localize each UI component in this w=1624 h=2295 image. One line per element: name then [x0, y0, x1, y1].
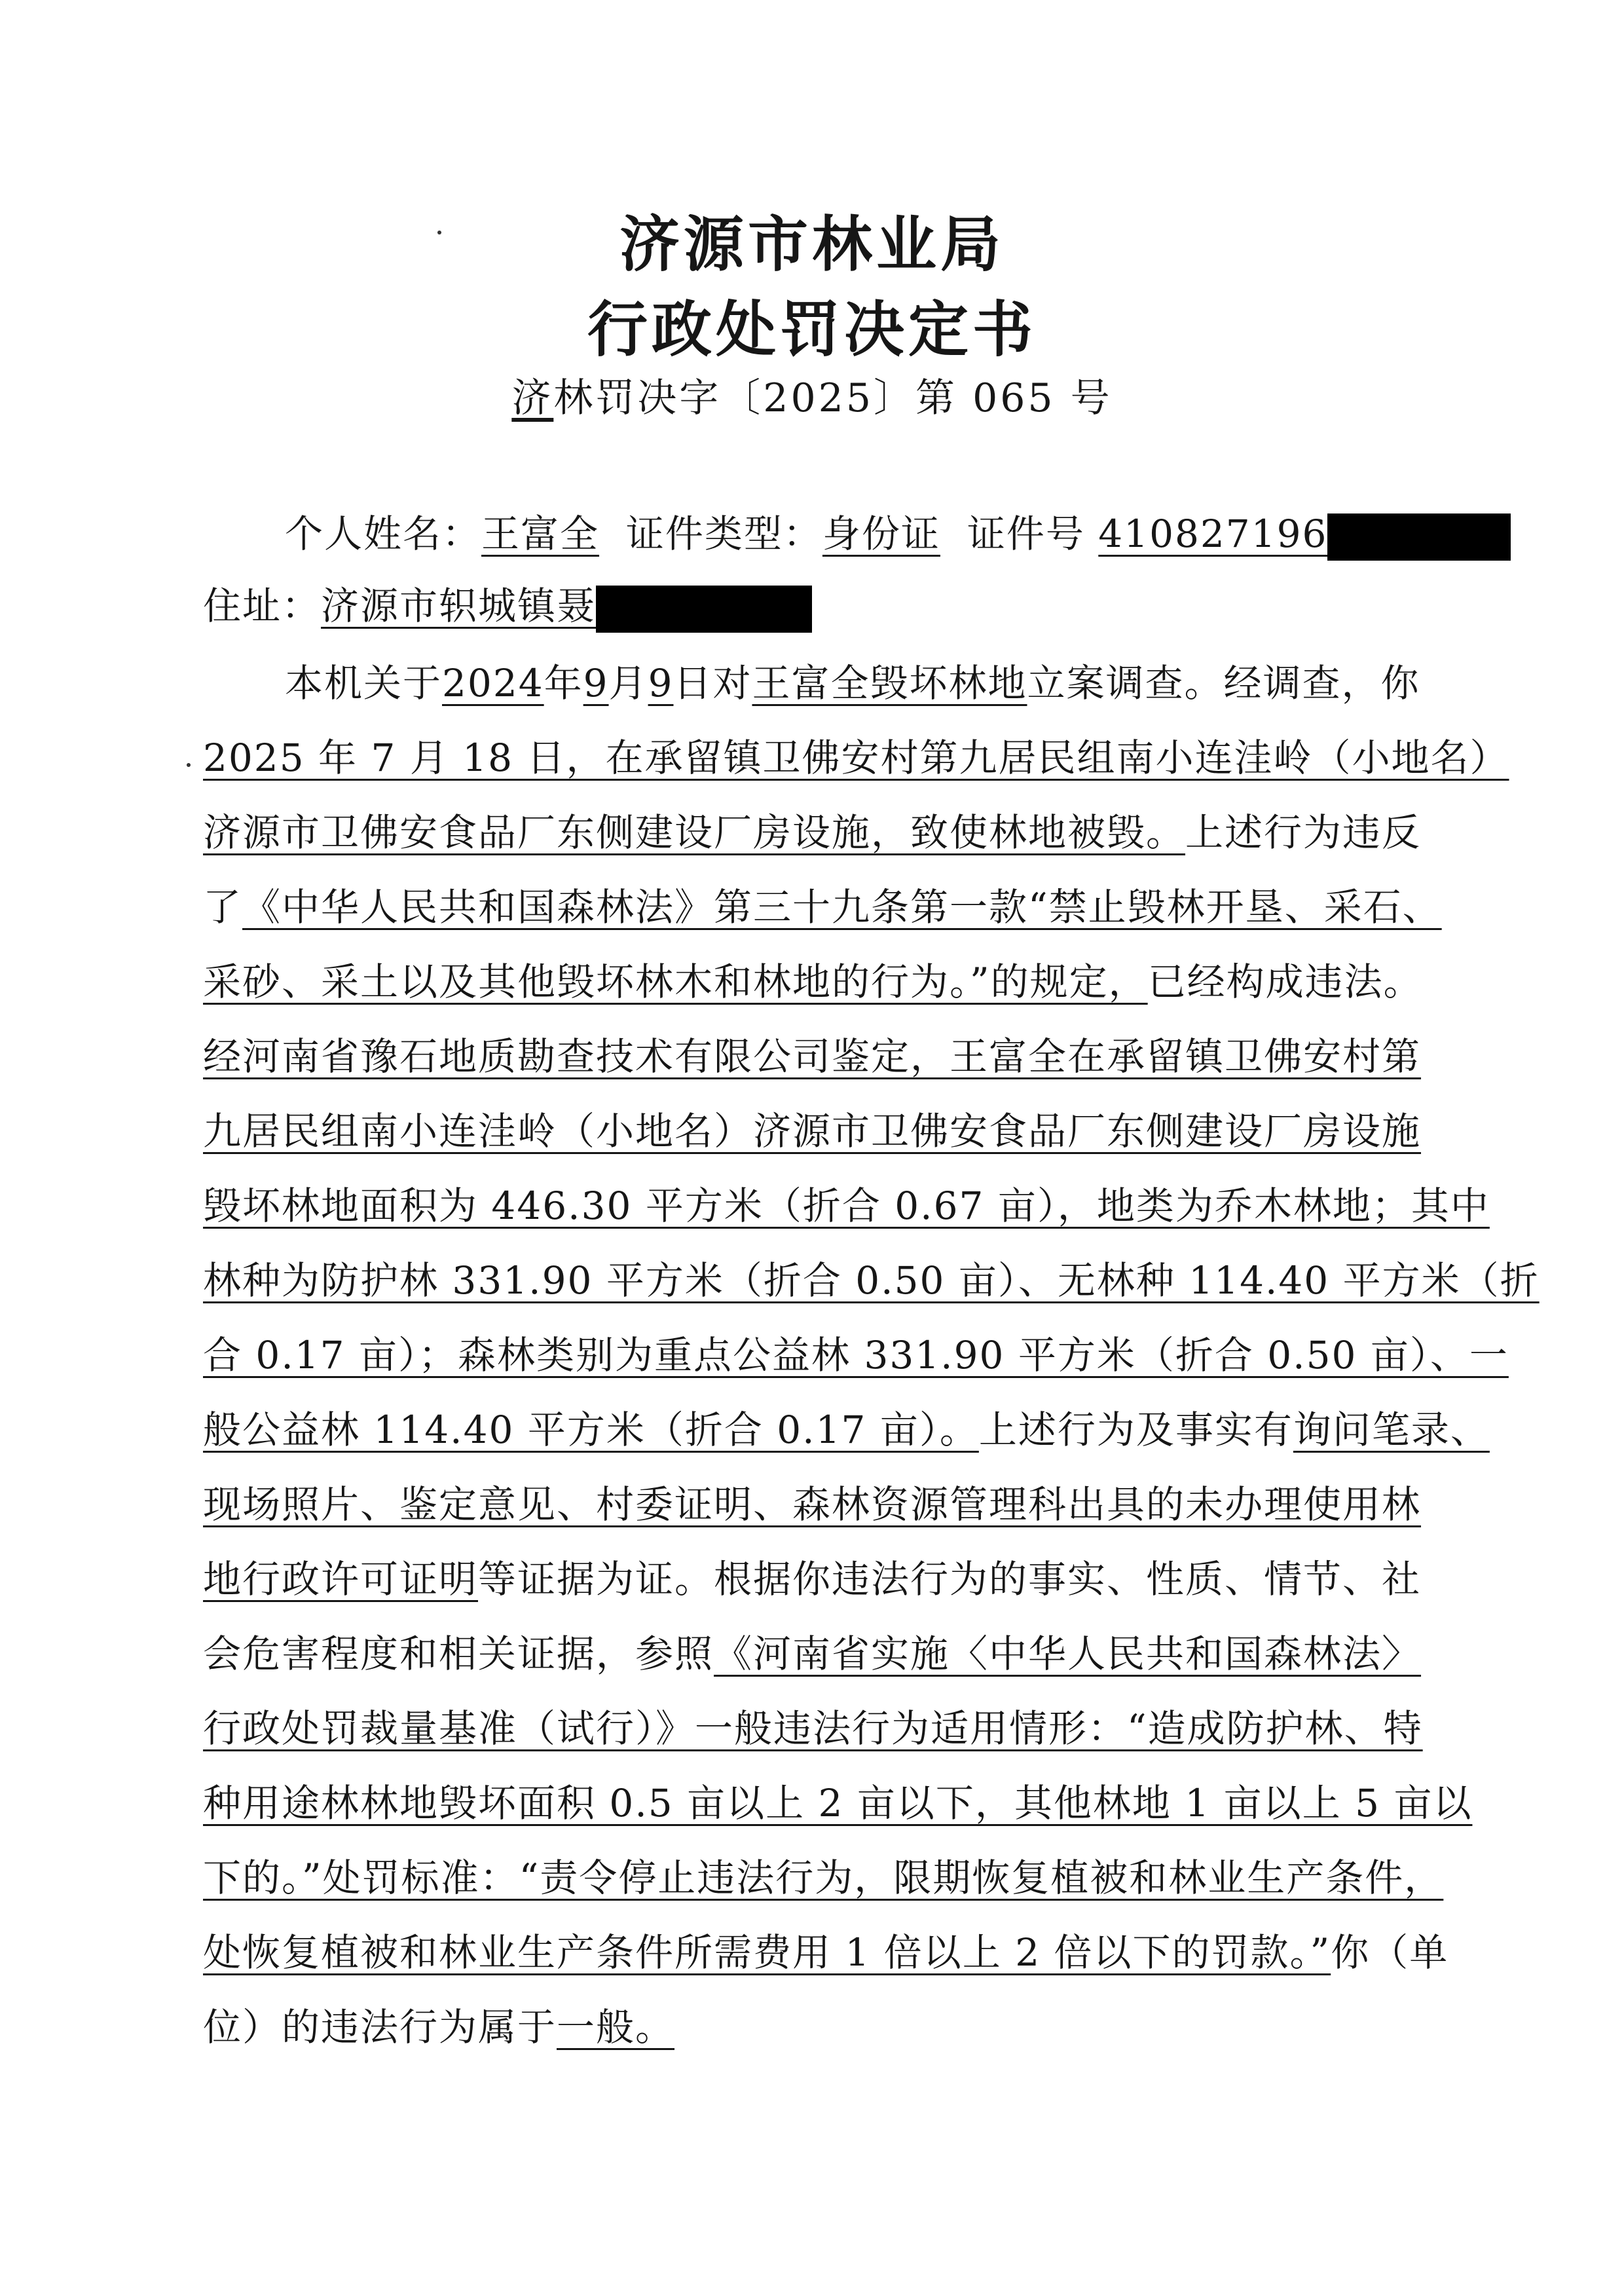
party-line	[285, 508, 1559, 561]
text: 合 0.17 亩）；森林类别为重点公益林 331.90 平方米（折合 0.50 亩）、一	[203, 1333, 1509, 1377]
text: 月	[608, 661, 648, 705]
text: 九居民组南小连洼岭（小地名）济源市卫佛安食品厂东侧建设厂房设施	[203, 1109, 1422, 1153]
text: 行政处罚裁量基准（试行）》一般违法行为适用情形：“造成防护林、特	[203, 1706, 1423, 1751]
text: 般公益林 114.40 平方米（折合 0.17 亩）。	[203, 1408, 979, 1452]
body-line-16	[203, 1777, 1477, 1829]
id-type-value: 身份证	[822, 512, 940, 556]
document-number	[0, 367, 1624, 423]
text: 位）的违法行为属于	[203, 2005, 557, 2049]
text: 日对	[673, 661, 752, 705]
body-line-17	[203, 1852, 1477, 1904]
case-subject: 王富全毁坏林地	[752, 661, 1027, 705]
text: 你（单	[1331, 1930, 1449, 1975]
text: 本机关于	[285, 661, 443, 705]
scan-speck	[187, 763, 191, 767]
body-line-1	[285, 657, 1559, 709]
document-title: 行政处罚决定书	[587, 295, 1037, 365]
text: 下的。”处罚标准：“责令停止违法行为，限期恢复植被和林业生产条件，	[203, 1856, 1444, 1900]
body-line-19	[203, 2001, 1477, 2053]
id-number-value: 410827196	[1098, 512, 1328, 556]
body-line-10	[203, 1329, 1509, 1381]
doc-prefix: 济	[511, 375, 554, 421]
body-line-12	[203, 1478, 1477, 1531]
text: 上述行为及事实有	[978, 1408, 1293, 1452]
text: 了	[203, 885, 243, 929]
name-value: 王富全	[481, 512, 600, 556]
id-type-label: 证件类型：	[625, 512, 822, 556]
text: 种用途林林地毁坏面积 0.5 亩以上 2 亩以下，其他林地 1 亩以上 5 亩以	[203, 1781, 1473, 1825]
body-line-8	[203, 1180, 1490, 1232]
redaction-block	[596, 586, 812, 633]
text: 年	[544, 661, 583, 705]
text: 济源市卫佛安食品厂东侧建设厂房设施，致使林地被毁。	[203, 810, 1186, 855]
text: 询问笔录、	[1293, 1408, 1490, 1452]
body-line-6	[203, 1030, 1477, 1083]
body-line-11	[203, 1404, 1490, 1456]
text: 林种为防护林 331.90 平方米（折合 0.50 亩）、无林种 114.40 平方米（折	[203, 1258, 1540, 1303]
text: 立案调查。经调查，你	[1027, 661, 1420, 705]
body-line-18	[203, 1926, 1477, 1979]
name-label: 个人姓名：	[285, 512, 482, 556]
text: 已经构成违法。	[1147, 960, 1423, 1004]
address-value: 济源市轵城镇聂	[321, 584, 597, 628]
address-line	[203, 580, 1477, 633]
text: 上述行为违反	[1185, 810, 1422, 855]
text: 地行政许可证明	[203, 1557, 479, 1601]
body-line-3	[203, 806, 1477, 859]
text: 等证据为证。根据你违法行为的事实、性质、情节、社	[478, 1557, 1422, 1601]
text: 现场照片、鉴定意见、村委证明、森林资源管理科出具的未办理使用林	[203, 1482, 1422, 1527]
text: 处恢复植被和林业生产条件所需费用 1 倍以上 2 倍以下的罚款。”	[203, 1930, 1331, 1975]
body-line-15	[203, 1702, 1477, 1755]
text: 采砂、采土以及其他毁坏林木和林地的行为。”的规定，	[203, 960, 1148, 1004]
doc-number-rest: 林罚决字〔2025〕第 065 号	[553, 375, 1113, 421]
text: 毁坏林地面积为 446.30 平方米（折合 0.67 亩），地类为乔木林地；其中	[203, 1184, 1490, 1228]
text: 2025 年 7 月 18 日，在承留镇卫佛安村第九居民组南小连洼岭（小地名）	[203, 736, 1509, 780]
redaction-block	[1327, 513, 1511, 561]
case-month: 9	[583, 661, 609, 705]
text: 会危害程度和相关证据，参照	[203, 1632, 714, 1676]
text: 经河南省豫石地质勘查技术有限公司鉴定，王富全在承留镇卫佛安村第	[203, 1034, 1422, 1079]
case-year: 2024	[442, 661, 544, 705]
body-line-13	[203, 1553, 1477, 1605]
body-line-14	[203, 1628, 1477, 1680]
body-line-5	[203, 956, 1477, 1008]
regulation-citation: 《河南省实施〈中华人民共和国森林法〉	[714, 1632, 1422, 1676]
address-label: 住址：	[203, 584, 322, 628]
body-line-4	[203, 881, 1477, 933]
law-citation: 《中华人民共和国森林法》第三十九条第一款“禁止毁林开垦、采石、	[242, 885, 1442, 929]
issuer-title: 济源市林业局	[619, 210, 1005, 280]
case-day: 9	[648, 661, 674, 705]
body-line-9	[203, 1254, 1540, 1307]
body-line-7	[203, 1105, 1477, 1157]
id-number-label: 证件号	[967, 512, 1085, 556]
body-line-2	[203, 732, 1509, 784]
violation-level: 一般。	[557, 2005, 675, 2049]
